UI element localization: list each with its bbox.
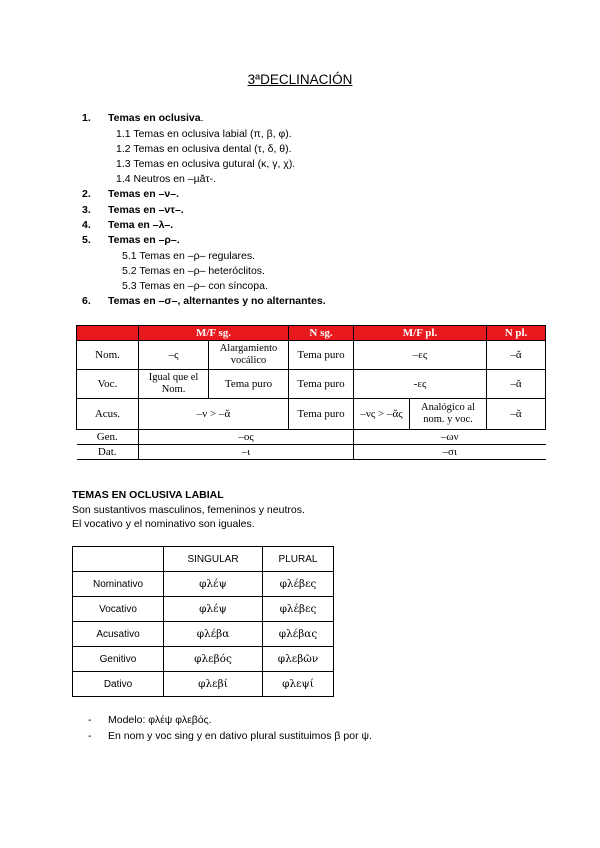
section-text: Son sustantivos masculinos, femeninos y neutros. — [72, 503, 305, 516]
table-cell: Igual que el Nom. — [139, 370, 209, 399]
table-row: Nominativo φλέψ φλέβες — [73, 572, 334, 597]
outline-text: Temas en oclusiva. — [108, 112, 204, 124]
table-cell: Alargamiento vocálico — [209, 341, 289, 370]
table-row: Acusativo φλέβα φλέβας — [73, 622, 334, 647]
table-cell: –ν > –ᾰ — [139, 399, 289, 430]
list-item: - En nom y voc sing y en dativo plural sustituimos β por ψ. — [88, 728, 372, 744]
table-row: Vocativo φλέψ φλέβες — [73, 597, 334, 622]
section-heading: TEMAS EN OCLUSIVA LABIAL — [72, 489, 224, 501]
header-mf-sg: M/F sg. — [139, 326, 289, 341]
header-plural: PLURAL — [263, 547, 334, 572]
table-row — [77, 399, 546, 430]
table-row — [77, 341, 546, 370]
table-row — [77, 430, 546, 445]
table-cell: –ς — [139, 341, 209, 370]
table-cell: Tema puro — [209, 370, 289, 399]
page-title: 3ªDECLINACIÓN — [247, 72, 353, 87]
case-label: Gen. — [77, 430, 139, 445]
declension-table — [76, 325, 546, 460]
table-cell: Tema puro — [289, 341, 354, 370]
table-row: Dativo φλεβί φλεψί — [73, 672, 334, 697]
table-header-row — [77, 326, 546, 341]
table-row — [77, 370, 546, 399]
case-label: Dat. — [77, 445, 139, 460]
table-cell: -ες — [354, 370, 487, 399]
table-cell: –ᾰ — [487, 341, 546, 370]
table-cell: –ες — [354, 341, 487, 370]
header-n-pl: N pl. — [487, 326, 546, 341]
case-label: Acus. — [77, 399, 139, 430]
table-cell: Tema puro — [289, 370, 354, 399]
notes-list — [88, 712, 372, 744]
table-cell: –ᾰ — [487, 399, 546, 430]
case-label: Voc. — [77, 370, 139, 399]
table-cell: –ᾰ — [487, 370, 546, 399]
table-cell: Tema puro — [289, 399, 354, 430]
table-cell: –ων — [354, 430, 546, 445]
outline-number: 1. — [82, 112, 91, 124]
table-cell: –νς > –ᾰς — [354, 399, 410, 430]
header-n-sg: N sg. — [289, 326, 354, 341]
table-row: Genitivo φλεβός φλεβῶν — [73, 647, 334, 672]
table-cell: –ος — [139, 430, 354, 445]
table-cell: –σι — [354, 445, 546, 460]
list-item: - Modelo: φλέψ φλεβός. — [88, 712, 372, 728]
header-mf-pl: M/F pl. — [354, 326, 487, 341]
table-row — [77, 445, 546, 460]
section-text: El vocativo y el nominativo son iguales. — [72, 518, 255, 530]
case-label: Nom. — [77, 341, 139, 370]
table-header-row — [73, 547, 334, 572]
labial-declension-table — [72, 546, 334, 697]
table-cell: Analógico al nom. y voc. — [410, 399, 487, 430]
header-singular: SINGULAR — [164, 547, 263, 572]
table-cell: –ι — [139, 445, 354, 460]
labial-section — [72, 488, 305, 532]
